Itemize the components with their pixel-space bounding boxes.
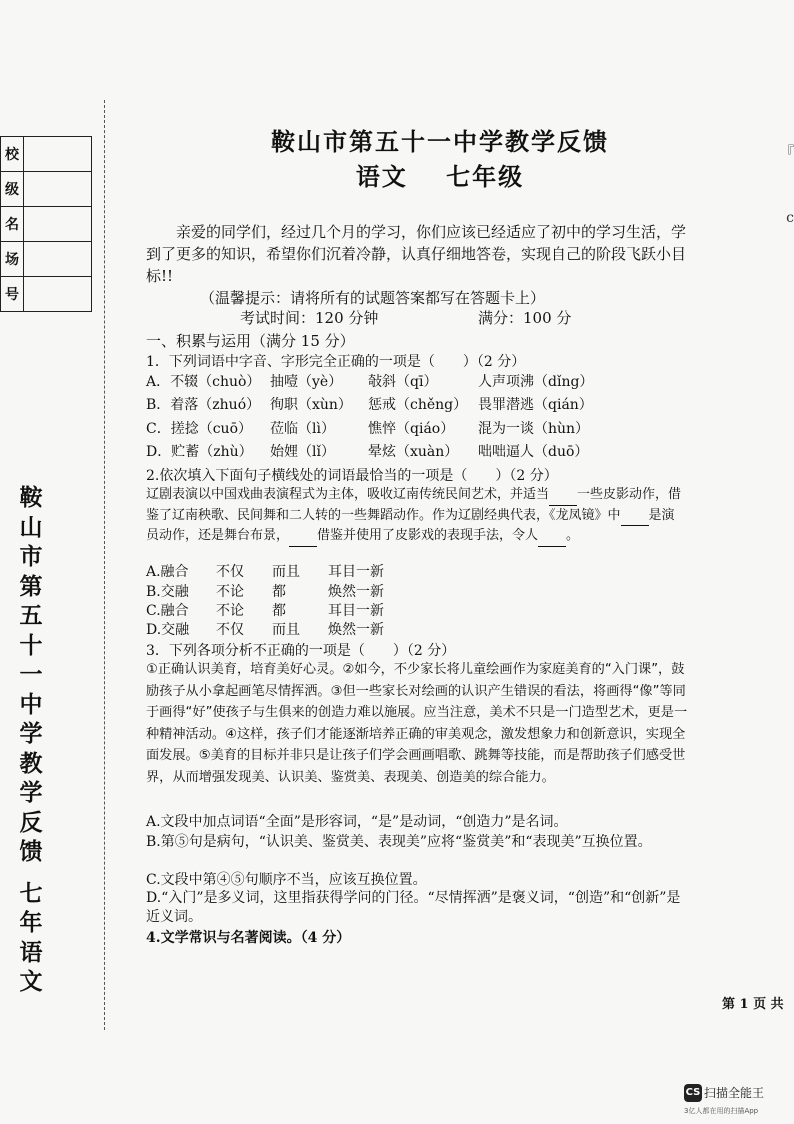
info-field-name[interactable] — [24, 207, 92, 242]
edge-fragment: 『 — [780, 145, 794, 161]
option-word: 耳目一新 — [328, 564, 384, 580]
binding-cut-line — [104, 100, 105, 1030]
question-3-option-b[interactable]: B.第⑤句是病句，“认识美、鉴赏美、表现美”应将“鉴赏美”和“表现美”互换位置。 — [146, 834, 652, 850]
fill-blank-4[interactable] — [538, 532, 566, 547]
option-word: 敧斜（qī） — [368, 374, 438, 390]
question-4-stem: 4.文学常识与名著阅读。（4 分） — [146, 930, 351, 946]
option-word: 惩戒（chěng） — [368, 397, 468, 413]
option-word: A．不辍（chuò） — [146, 374, 261, 390]
option-word: D.交融 — [146, 622, 190, 638]
question-2-stem: 2.依次填入下面句子横线处的词语最恰当的一项是（ ）（2 分） — [146, 468, 558, 484]
option-word: D．贮蓄（zhù） — [146, 444, 253, 460]
option-word: 都 — [272, 584, 286, 600]
question-3-option-d[interactable]: D.“入门”是多义词，这里指获得学问的门径。“尽情挥洒”是褒义词，“创造”和“创新”是近义词。 — [146, 890, 681, 925]
option-word: 咄咄逼人（duō） — [478, 444, 589, 460]
option-word: 混为一谈（hùn） — [478, 421, 590, 437]
option-word: 不仅 — [216, 622, 244, 638]
info-label-name: 名 — [1, 207, 24, 242]
option-word: 人声项沸（dǐng） — [478, 374, 594, 390]
option-word: 晕炫（xuàn） — [368, 444, 459, 460]
section-heading: 一、积累与运用（满分 15 分） — [146, 332, 355, 350]
question-1-stem: 1．下列词语中字音、字形完全正确的一项是（ ）（2 分） — [146, 354, 526, 370]
fill-blank-2[interactable] — [621, 511, 649, 526]
spine-title-part2: 七年语文 — [19, 879, 43, 995]
exam-full-score: 满分：100 分 — [478, 309, 572, 327]
info-label-number: 号 — [1, 277, 24, 312]
student-info-table — [0, 136, 92, 312]
option-word: B．着落（zhuó） — [146, 397, 261, 413]
exam-time: 考试时间：120 分钟 — [240, 309, 379, 327]
option-word: 不仅 — [216, 564, 244, 580]
question-3-option-a[interactable]: A.文段中加点词语“全面”是形容词，“是”是动词，“创造力”是名词。 — [146, 814, 568, 830]
option-word: 抽噎（yè） — [270, 374, 343, 390]
option-word: B.交融 — [146, 584, 189, 600]
option-word: 焕然一新 — [328, 622, 384, 638]
scanner-watermark — [684, 1082, 764, 1102]
option-word: 不论 — [216, 603, 244, 619]
edge-fragment: c — [786, 210, 794, 226]
option-word: 徇职（xùn） — [270, 397, 352, 413]
scanner-tagline: 3亿人都在用的扫描App — [684, 1107, 759, 1115]
info-field-number[interactable] — [24, 277, 92, 312]
exam-subtitle: 语文 七年级 — [355, 162, 525, 191]
option-word: 都 — [272, 603, 286, 619]
info-label-room: 场 — [1, 242, 24, 277]
option-word: A.融合 — [146, 564, 189, 580]
option-word: 不论 — [216, 584, 244, 600]
option-word: C.融合 — [146, 603, 189, 619]
spine-title-part1: 鞍山市第五十一中学教学反馈 — [19, 484, 43, 865]
info-field-room[interactable] — [24, 242, 92, 277]
option-word: 耳目一新 — [328, 603, 384, 619]
option-word: 莅临（lì） — [270, 421, 335, 437]
option-word: 始娌（lǐ） — [270, 444, 335, 460]
intro-paragraph: 亲爱的同学们，经过几个月的学习，你们应该已经适应了初中的学习生活，学到了更多的知识，希望你们沉着冷静，认真仔细地答卷，实现自己的阶段飞跃小目标!! — [146, 223, 687, 285]
question-3-stem: 3．下列各项分析不正确的一项是（ ）（2 分） — [146, 643, 456, 659]
option-word: 焕然一新 — [328, 584, 384, 600]
option-word: 而且 — [272, 564, 300, 580]
info-label-school: 校 — [1, 137, 24, 172]
info-label-grade: 级 — [1, 172, 24, 207]
spine-title — [17, 483, 45, 997]
scanner-logo-icon: CS — [684, 1084, 702, 1102]
question-2-passage: 辽剧表演以中国戏曲表演程式为主体，吸收辽南传统民间艺术，并适当 一些皮影动作，借鉴了辽南秧歌、民间舞和二人转的一些舞蹈动作。作为辽剧经典代表，《龙凤镜》中 是演员动作，还是舞台布景， 借鉴并使用了皮影戏的表现手法，令人 。 — [146, 485, 686, 547]
question-3-option-c[interactable]: C.文段中第④⑤句顺序不当，应该互换位置。 — [146, 872, 427, 888]
page-number: 第 1 页 共 — [722, 997, 784, 1012]
exam-title: 鞍山市第五十一中学教学反馈 — [271, 127, 609, 156]
info-field-school[interactable] — [24, 137, 92, 172]
fill-blank-3[interactable] — [289, 532, 317, 547]
info-field-grade[interactable] — [24, 172, 92, 207]
option-word: 而且 — [272, 622, 300, 638]
question-3-passage: ①正确认识美育，培育美好心灵。②如今，不少家长将儿童绘画作为家庭美育的“入门课”，鼓励孩子从小拿起画笔尽情挥洒。③但一些家长对绘画的认识产生错误的看法，将画得“像”等同于画得“好”使孩子与生俱来的创造力难以施展。应当注意，美术不只是一门造型艺术，更是一种精神活动。④这样，孩子们才能逐渐培养正确的审美观念，激发想象力和创新意识，实现全面发展。⑤美育的目标并非只是让孩子们学会画画唱歌、跳舞等技能，而是帮助孩子们感受世界，从而增强发现美、认识美、鉴赏美、表现美、创造美的综合能力。 — [146, 662, 688, 785]
option-word: C．搓捻（cuō） — [146, 421, 252, 437]
scanner-app-name: 扫描全能王 — [704, 1086, 765, 1100]
reminder-text: （温馨提示：请将所有的试题答案都写在答题卡上） — [200, 289, 546, 307]
option-word: 畏罪潜逃（qián） — [478, 397, 593, 413]
option-word: 憔悴（qiáo） — [368, 421, 455, 437]
fill-blank-1[interactable] — [549, 491, 577, 506]
